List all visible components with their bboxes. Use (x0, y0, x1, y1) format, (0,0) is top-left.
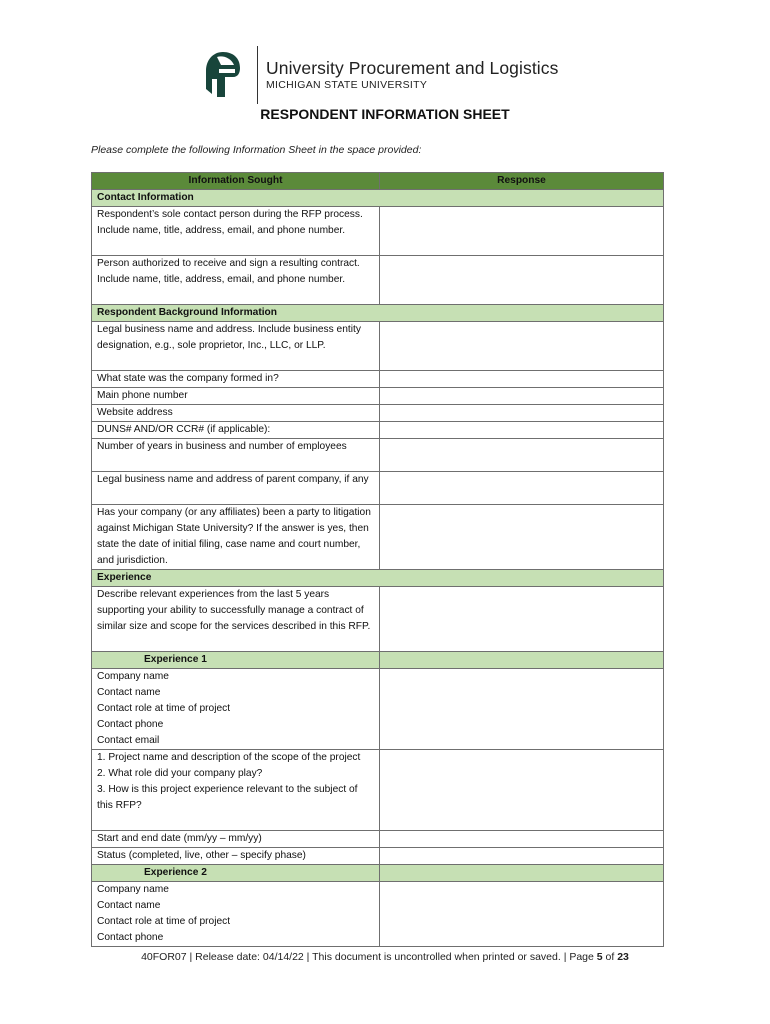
question-cell: Number of years in business and number of employees (92, 439, 380, 472)
response-cell[interactable] (380, 405, 664, 422)
response-cell[interactable] (380, 472, 664, 505)
response-cell[interactable] (380, 371, 664, 388)
page-of: of (602, 951, 618, 963)
section-respondent-background (92, 305, 664, 322)
table-row (92, 322, 664, 371)
column-header-response: Response (380, 173, 664, 190)
question-cell: Legal business name and address. Include business entity designation, e.g., sole proprietor, Inc., LLC, or LLP. (92, 322, 380, 371)
section-label: Respondent Background Information (92, 305, 664, 322)
response-cell[interactable] (380, 422, 664, 439)
response-cell[interactable] (380, 388, 664, 405)
question-cell: Person authorized to receive and sign a resulting contract. Include name, title, address, email, and phone number. (92, 256, 380, 305)
response-cell[interactable] (380, 505, 664, 570)
question-cell: 1. Project name and description of the scope of the project 2. What role did your company play? 3. How is this project experience relevant to the subject of this RFP? (92, 750, 380, 831)
question-cell: Respondent’s sole contact person during the RFP process. Include name, title, address, email, and phone number. (92, 207, 380, 256)
section-label: Experience (92, 570, 664, 587)
response-cell[interactable] (380, 831, 664, 848)
table-row (92, 256, 664, 305)
response-cell[interactable] (380, 750, 664, 831)
question-cell: Main phone number (92, 388, 380, 405)
table-row (92, 439, 664, 472)
response-cell[interactable] (380, 882, 664, 947)
footer-text: 40FOR07 | Release date: 04/14/22 | This document is uncontrolled when printed or saved. | Page (141, 951, 597, 963)
table-header-row (92, 173, 664, 190)
question-cell: Company name Contact name Contact role at time of project Contact phone Contact email (92, 669, 380, 750)
response-cell[interactable] (380, 256, 664, 305)
table-row (92, 505, 664, 570)
column-header-question: Information Sought (92, 173, 380, 190)
question-cell: Website address (92, 405, 380, 422)
subsection-experience-1 (92, 652, 664, 669)
org-title: University Procurement and Logistics (266, 58, 559, 78)
intro-text: Please complete the following Information Sheet in the space provided: (91, 144, 422, 156)
table-row (92, 587, 664, 652)
question-cell: What state was the company formed in? (92, 371, 380, 388)
table-row (92, 750, 664, 831)
question-cell: Status (completed, live, other – specify phase) (92, 848, 380, 865)
subsection-label: Experience 2 (92, 865, 380, 882)
question-cell: Company name Contact name Contact role at time of project Contact phone (92, 882, 380, 947)
table-row (92, 831, 664, 848)
question-cell: Describe relevant experiences from the last 5 years supporting your ability to successfully manage a contract of similar size and scope for the services described in this RFP. (92, 587, 380, 652)
question-cell: DUNS# AND/OR CCR# (if applicable): (92, 422, 380, 439)
response-cell[interactable] (380, 587, 664, 652)
response-cell[interactable] (380, 848, 664, 865)
subsection-experience-2 (92, 865, 664, 882)
page-total: 23 (617, 951, 629, 963)
table-row (92, 669, 664, 750)
org-subtitle: MICHIGAN STATE UNIVERSITY (266, 79, 428, 91)
table-row (92, 388, 664, 405)
table-row (92, 422, 664, 439)
table-row (92, 472, 664, 505)
table-row (92, 848, 664, 865)
section-experience (92, 570, 664, 587)
response-cell[interactable] (380, 439, 664, 472)
table-row (92, 882, 664, 947)
brand-text (266, 58, 558, 92)
question-cell: Legal business name and address of parent company, if any (92, 472, 380, 505)
subsection-label-spacer (380, 652, 664, 669)
section-label: Contact Information (92, 190, 664, 207)
subsection-label: Experience 1 (92, 652, 380, 669)
page-header (203, 44, 558, 106)
table-row (92, 405, 664, 422)
page-current: 5 (596, 951, 603, 963)
question-cell: Start and end date (mm/yy – mm/yy) (92, 831, 380, 848)
table-row (92, 207, 664, 256)
subsection-label-spacer (380, 865, 664, 882)
document-title: RESPONDENT INFORMATION SHEET (260, 106, 510, 122)
table-row (92, 371, 664, 388)
response-cell[interactable] (380, 322, 664, 371)
section-contact-information (92, 190, 664, 207)
response-cell[interactable] (380, 669, 664, 750)
spartan-helmet-icon (203, 49, 243, 101)
header-divider (257, 46, 258, 104)
information-table (91, 172, 664, 947)
question-cell: Has your company (or any affiliates) been a party to litigation against Michigan State University? If the answer is yes, then state the date of initial filing, case name and court number, and jurisdiction. (92, 505, 380, 570)
response-cell[interactable] (380, 207, 664, 256)
page-footer (0, 951, 770, 963)
